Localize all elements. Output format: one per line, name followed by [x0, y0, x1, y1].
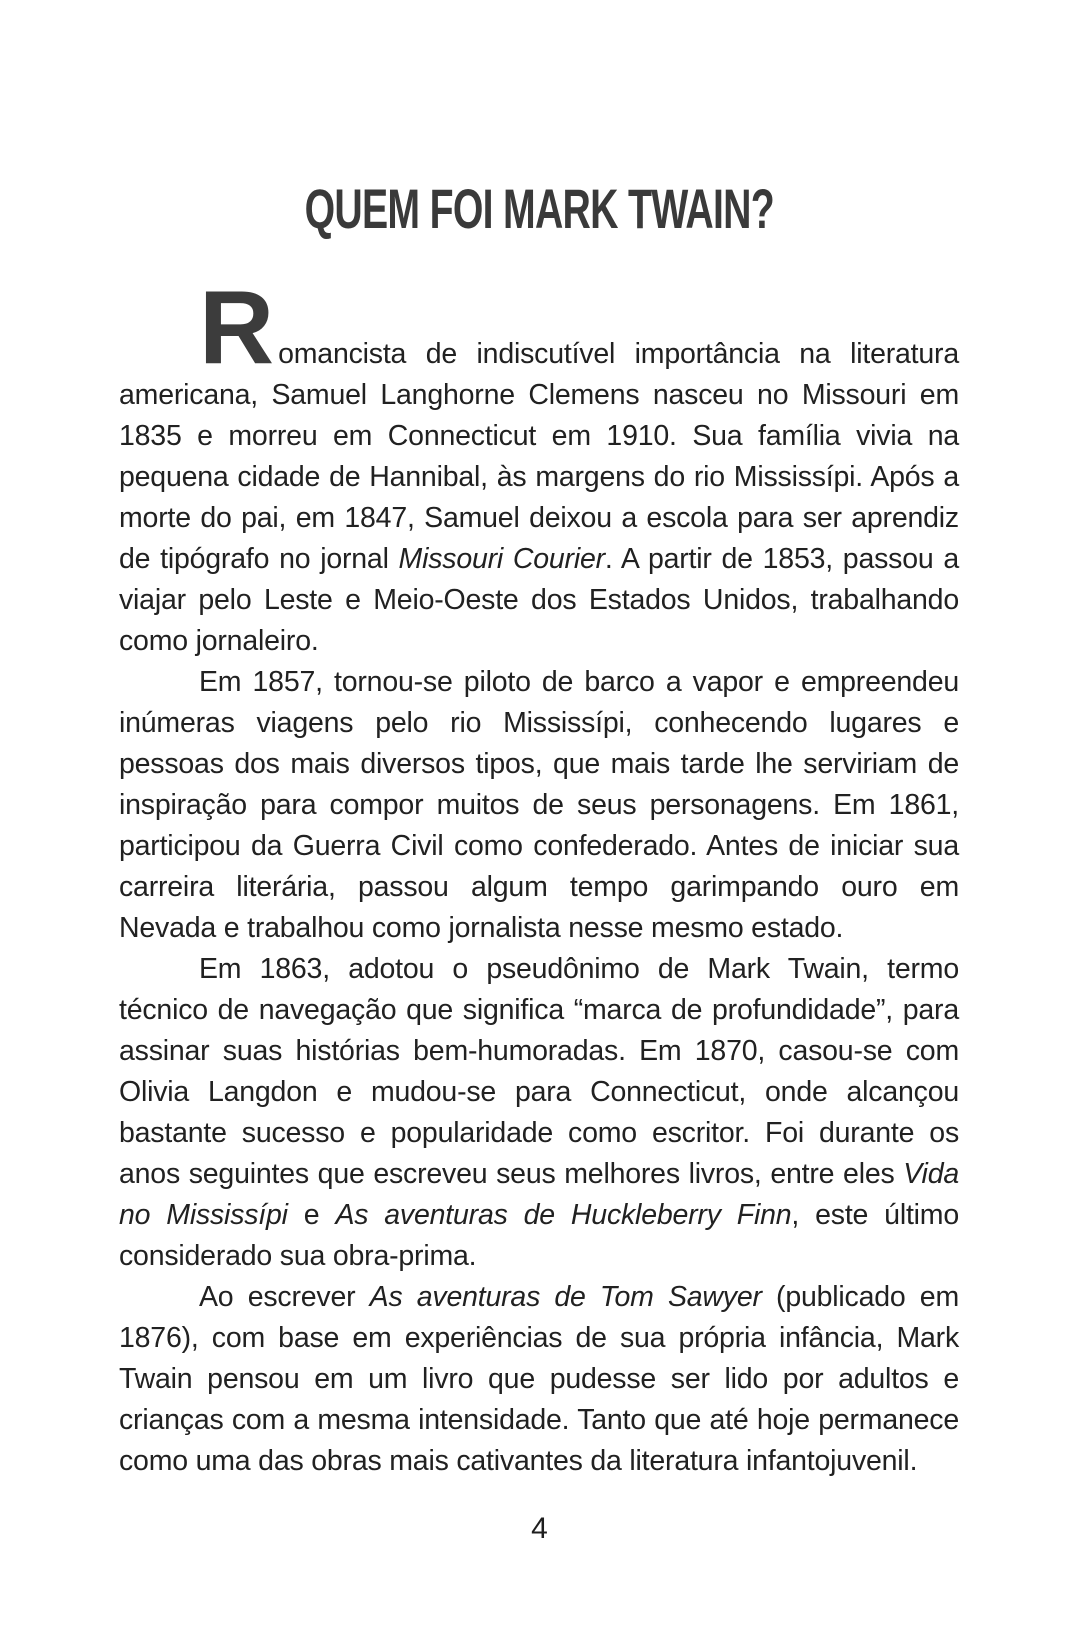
book-title-italic: Missouri Courier [398, 543, 605, 575]
initial-dropcap: R [199, 270, 276, 386]
text-segment: . A partir de 1853, passou a viajar pelo Leste e Meio-Oeste dos Estados Unidos, trabalhando como jornaleiro. [119, 543, 959, 657]
text-segment: Ao escrever [199, 1281, 370, 1313]
paragraph [119, 1277, 959, 1482]
paragraph [119, 949, 959, 1277]
paragraph [119, 270, 959, 662]
book-title-italic: As aventuras de Huckleberry Finn [335, 1199, 792, 1231]
text-segment: (publicado em 1876), com base em experiências de sua própria infância, Mark Twain pensou em um livro que pudesse ser lido por adultos e crianças com a mesma intensidade. Tanto que até hoje permanece como uma das obras mais cativantes da literatura infantojuvenil. [119, 1281, 959, 1477]
page-body [119, 270, 959, 1482]
page-title-text: QUEM FOI MARK TWAIN? [304, 177, 774, 240]
text-segment: e [287, 1199, 336, 1231]
text-segment: omancista de indiscutível importância na literatura americana, Samuel Langhorne Clemens nasceu no Missouri em 1835 e morreu em Connecticut em 1910. Sua família vivia na pequena cidade de Hannibal, às margens do rio Mississípi. Após a morte do pai, em 1847, Samuel deixou a escola para ser aprendiz de tipógrafo no jornal [119, 338, 959, 575]
page-title [119, 177, 959, 240]
book-title-italic: As aventuras de Tom Sawyer [369, 1281, 762, 1313]
text-segment: Em 1857, tornou-se piloto de barco a vapor e empreendeu inúmeras viagens pelo rio Mississípi, conhecendo lugares e pessoas dos mais diversos tipos, que mais tarde lhe serviriam de inspiração para compor muitos de seus personagens. Em 1861, participou da Guerra Civil como confederado. Antes de iniciar sua carreira literária, passou algum tempo garimpando ouro em Nevada e trabalhou como jornalista nesse mesmo estado. [119, 666, 959, 944]
page-number: 4 [531, 1512, 548, 1545]
text-segment: , este último considerado sua obra-prima. [119, 1199, 959, 1272]
paragraph [119, 662, 959, 949]
book-title-italic: Vida no Mississípi [119, 1158, 959, 1231]
text-column [119, 0, 959, 1482]
text-segment: Em 1863, adotou o pseudônimo de Mark Twain, termo técnico de navegação que significa “marca de profundidade”, para assinar suas histórias bem-humoradas. Em 1870, casou-se com Olivia Langdon e mudou-se para Connecticut, onde alcançou bastante sucesso e popularidade como escritor. Foi durante os anos seguintes que escreveu seus melhores livros, entre eles [119, 953, 959, 1190]
